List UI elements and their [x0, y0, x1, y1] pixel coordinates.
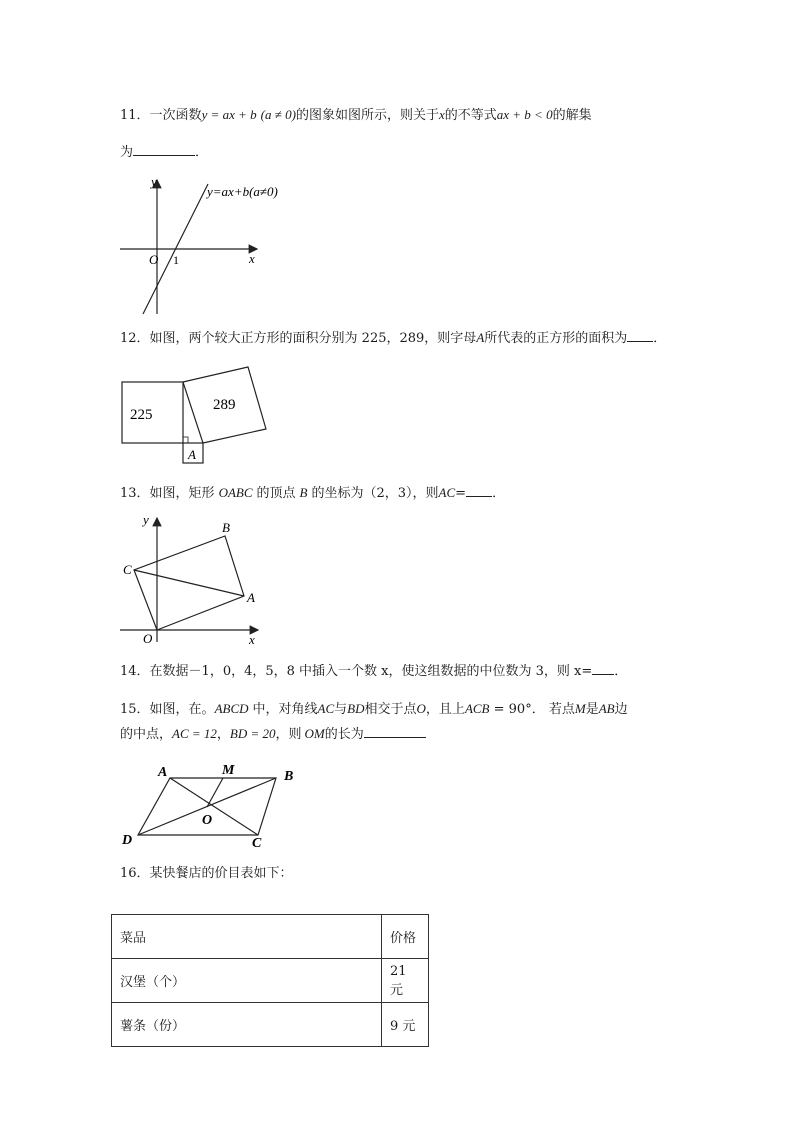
q15-label-M: M [222, 763, 235, 778]
q15-text-5: ，且上 [425, 702, 465, 717]
q13-text-3: 的坐标为（2，3），则 [311, 486, 439, 501]
q13-label-y: y [143, 512, 149, 527]
q13-rect-name: OABC [218, 485, 253, 500]
q13-segment: AC [438, 485, 456, 500]
q11-tick-label: 1 [173, 253, 179, 267]
q12-letter: A [476, 330, 485, 345]
q16-line [120, 865, 293, 883]
table-cell: 9 元 [382, 1003, 429, 1047]
table-row [112, 959, 429, 1003]
q13-end: ． [492, 486, 506, 501]
q11-number: 11 [120, 108, 137, 123]
q15-text-10: ，则 [275, 727, 302, 742]
q15-text-11: 的长为 [324, 727, 364, 742]
q12-right-angle-mark [183, 437, 188, 443]
q11-text-6: ． [195, 145, 209, 160]
q16-text: 16．某快餐店的价目表如下： [120, 866, 293, 881]
q15-text-3: 与 [334, 702, 348, 717]
q15-comma: ， [216, 727, 230, 742]
q14-text: 14．在数据－1，0，4，5，8 中插入一个数 x，使这组数据的中位数为 3，则 x= [120, 664, 593, 679]
q13-answer-blank[interactable] [466, 484, 492, 497]
q11-x-label: x [249, 251, 255, 266]
q15-text-4: 相交于点 [364, 702, 417, 717]
table-cell: 21 元 [382, 959, 429, 1003]
q11-line-label: y=ax+b(a≠0) [207, 184, 278, 199]
q15-diag-ac: AC [317, 701, 335, 716]
q13-diagonal-ac [134, 570, 244, 596]
q11-graph [115, 172, 315, 317]
q13-label-B: B [222, 520, 230, 535]
q15-point-m: M [574, 701, 586, 716]
q12-text-1: ．如图，两个较大正方形的面积分别为 225，289，则字母 [136, 331, 477, 346]
q15-diag-bd: BD [347, 701, 365, 716]
q11-var: x [438, 107, 445, 122]
q12-label-A: A [188, 447, 196, 462]
q15-label-D: D [122, 833, 133, 848]
q15-text-6: = 90°． 若点 [489, 702, 575, 717]
table-header-row [112, 915, 429, 959]
q15-line1 [120, 700, 628, 719]
q13-figure [118, 512, 268, 647]
q13-label-C: C [123, 562, 132, 577]
q15-text-9: 的中点， [120, 727, 173, 742]
q15-point-o: O [416, 701, 426, 716]
q15-diagonal-ac [170, 778, 258, 835]
q13-text-1: ．如图，矩形 [136, 486, 215, 501]
q12-answer-blank[interactable] [627, 329, 653, 342]
q11-text-4: 的解集 [552, 108, 592, 123]
q15-bd-eq: BD = 20 [229, 726, 276, 741]
q15-answer-blank[interactable] [364, 725, 426, 738]
q15-line2 [120, 725, 426, 744]
q13-text-2: 的顶点 [256, 486, 296, 501]
q13-line1 [120, 484, 505, 503]
table-header-cell: 价格 [382, 915, 429, 959]
q11-text-3: 的不等式 [444, 108, 497, 123]
q12-label-289: 289 [213, 397, 236, 413]
q15-angle: ACB [464, 701, 490, 716]
q12-number: 12 [120, 331, 137, 346]
q15-side-ab: AB [598, 701, 615, 716]
q13-number: 13 [120, 486, 137, 501]
q15-label-C: C [252, 836, 262, 851]
q12-label-225: 225 [130, 407, 153, 423]
q15-text-1: ．如图，在。 [136, 702, 215, 717]
q15-figure [118, 760, 318, 852]
q11-answer-blank[interactable] [133, 143, 195, 156]
price-table [111, 914, 429, 1047]
q15-label-A: A [158, 765, 168, 780]
q11-line2 [120, 143, 208, 162]
q15-text-7: 是 [585, 702, 599, 717]
q14-answer-blank[interactable] [592, 662, 614, 675]
q11-inequality: ax + b < 0 [496, 107, 553, 122]
q15-label-B: B [284, 769, 294, 784]
q11-function-eq: y = ax + b [201, 107, 257, 122]
q15-ac-eq: AC = 12 [172, 726, 217, 741]
q15-para: ABCD [214, 701, 249, 716]
q14-end: ． [614, 664, 628, 679]
q12-text-2: 所代表的正方形的面积为 [484, 331, 628, 346]
q11-line1 [120, 106, 592, 125]
q11-text-1: ．一次函数 [136, 108, 202, 123]
table-cell: 汉堡（个） [112, 959, 382, 1003]
q11-condition: (a ≠ 0) [260, 107, 296, 122]
q11-origin-label: O [149, 252, 159, 267]
q15-om: OM [304, 726, 325, 741]
q15-number: 15 [120, 702, 137, 717]
q12-line1 [120, 329, 666, 348]
q11-text-2: 的图象如图所示，则关于 [295, 108, 439, 123]
q13-label-A: A [247, 590, 255, 605]
q13-label-x: x [249, 632, 255, 647]
q12-end: ． [653, 331, 667, 346]
q13-label-O: O [143, 631, 153, 646]
q12-figure [120, 360, 270, 470]
table-header-cell: 菜品 [112, 915, 382, 959]
table-cell: 薯条（份） [112, 1003, 382, 1047]
table-row [112, 1003, 429, 1047]
q15-text-8: 边 [614, 702, 628, 717]
q14-line [120, 662, 627, 681]
q11-y-label: y [151, 174, 157, 189]
q15-label-O: O [202, 813, 213, 828]
q13-text-4: = [455, 486, 467, 501]
q11-text-5: 为 [120, 145, 134, 160]
q13-vertex: B [299, 485, 308, 500]
q15-text-2: 中，对角线 [252, 702, 318, 717]
